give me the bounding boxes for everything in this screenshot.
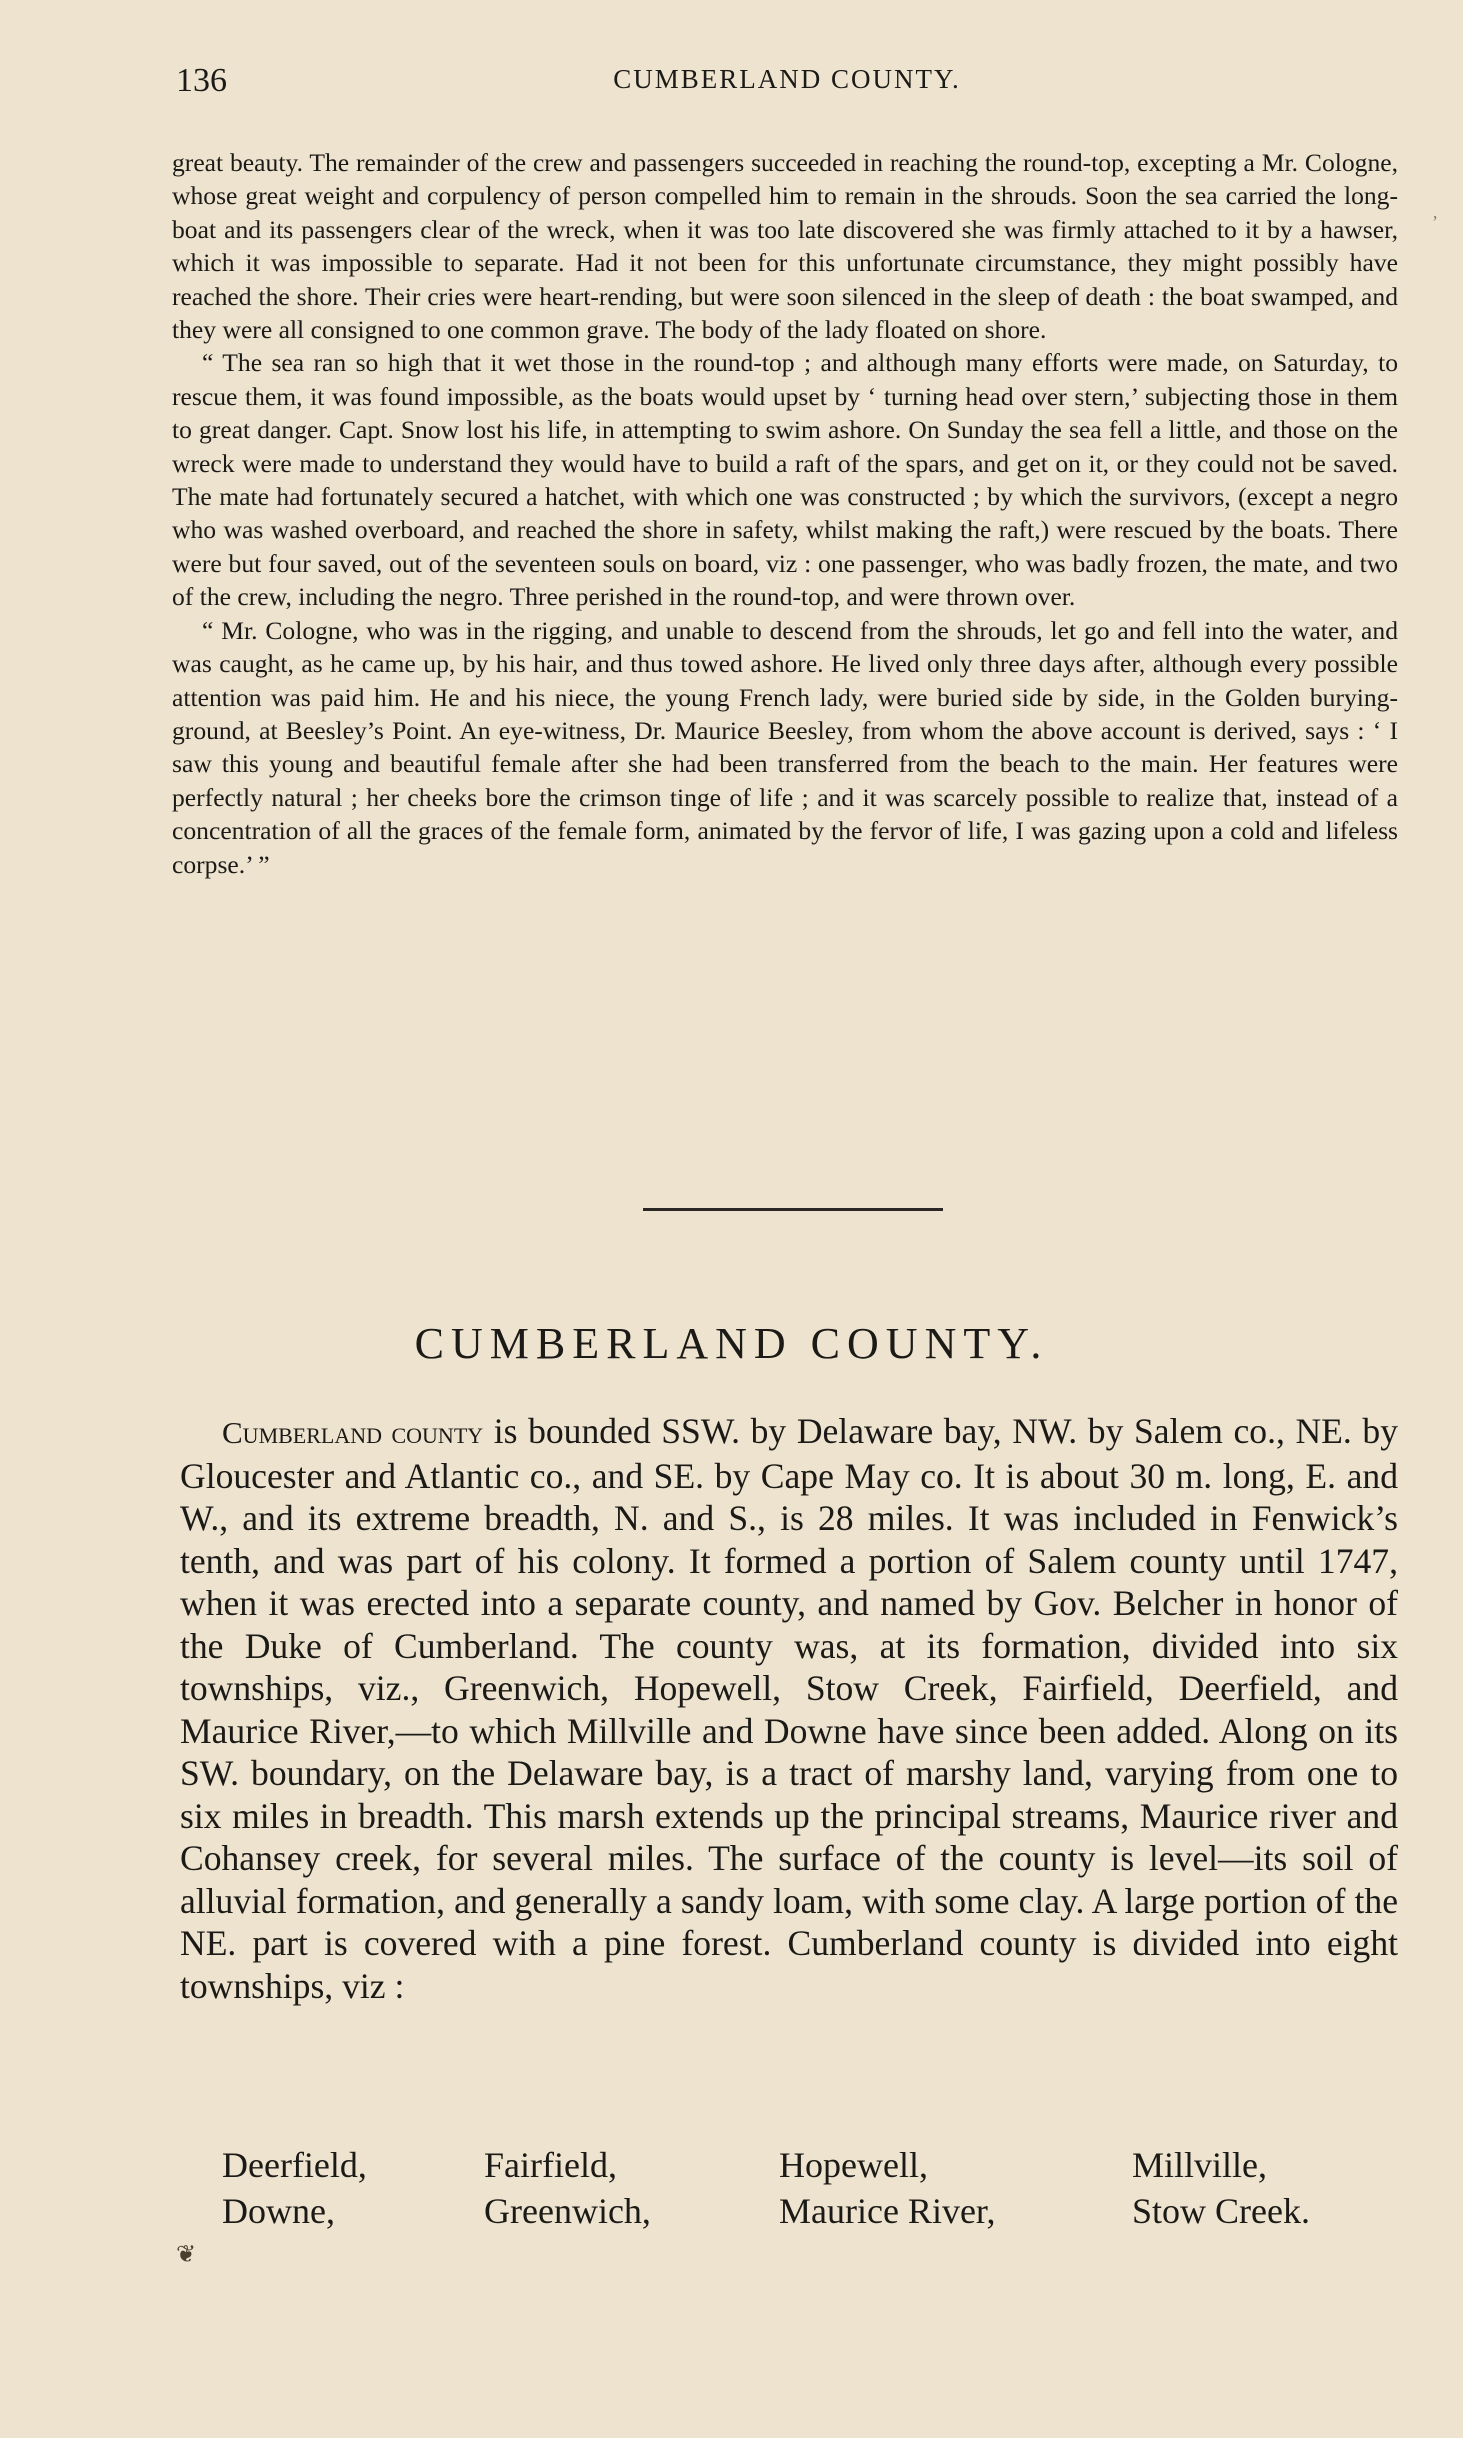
previous-section-text bbox=[172, 146, 1398, 881]
margin-mark-icon: ʼ bbox=[1432, 212, 1438, 232]
paragraph: “ Mr. Cologne, who was in the rigging, and unable to descend from the shrouds, let go and fell into the water, and was caught, as he came up, by his hair, and thus towed ashore. He lived only three days after, although every possible attention was paid him. He and his niece, the young French lady, were buried side by side, in the Golden burying-ground, at Beesley’s Point. An eye-witness, Dr. Maurice Beesley, from whom the above account is derived, says : ‘ I saw this young and beautiful female after she had been transferred from the beach to the main. Her features were perfectly natural ; her cheeks bore the crimson tinge of life ; and it was scarcely possible to realize that, instead of a concentration of all the graces of the female form, animated by the fervor of life, I was gazing upon a cold and lifeless corpse.’ ” bbox=[172, 615, 1398, 879]
township-item: Greenwich, bbox=[484, 2191, 651, 2231]
township-list bbox=[222, 2142, 1402, 2234]
section-divider bbox=[643, 1208, 943, 1211]
township-item: Stow Creek. bbox=[1132, 2191, 1310, 2231]
township-item: Deerfield, bbox=[222, 2145, 367, 2185]
township-item: Maurice River, bbox=[779, 2191, 996, 2231]
paragraph bbox=[180, 1410, 1398, 2007]
paragraph: “ The sea ran so high that it wet those in the round-top ; and although many efforts were made, on Saturday, to rescue them, it was found impossible, as the boats would upset by ‘ turning head over stern,’ subjecting those in them to great danger. Capt. Snow lost his life, in attempting to swim ashore. On Sunday the sea fell a little, and those on the wreck were made to understand they would have to build a raft of the spars, and get on it, or they could not be saved. The mate had fortunately secured a hatchet, with which one was constructed ; by which the survivors, (except a negro who was washed overboard, and reached the shore in safety, whilst making the raft,) were rescued by the boats. There were but four saved, out of the seventeen souls on board, viz : one passenger, who was badly frozen, the mate, and two of the crew, including the negro. Three perished in the round-top, and were thrown over. bbox=[172, 348, 1398, 612]
paragraph: great beauty. The remainder of the crew and passengers succeeded in reaching the round-top, excepting a Mr. Cologne, whose great weight and corpulency of person compelled him to remain in the shrouds. Soon the sea carried the long-boat and its passengers clear of the wreck, when it was too late discovered she was firmly attached to it by a hawser, which it was impossible to separate. Had it not been for this unfortunate circumstance, they might possibly have reached the shore. Their cries were heart-rending, but were soon silenced in the sleep of death : the boat swamped, and they were all consigned to one common grave. The body of the lady floated on shore. bbox=[172, 148, 1398, 345]
township-item: Fairfield, bbox=[484, 2145, 617, 2185]
page-number: 136 bbox=[176, 62, 227, 99]
section-body bbox=[180, 1410, 1398, 2007]
running-head: CUMBERLAND COUNTY. bbox=[613, 64, 961, 94]
township-item: Downe, bbox=[222, 2191, 335, 2231]
township-item: Hopewell, bbox=[779, 2145, 928, 2185]
lead-words: Cumberland county bbox=[222, 1415, 484, 1450]
section-title: CUMBERLAND COUNTY. bbox=[414, 1319, 1049, 1368]
printer-ornament-icon: ❦ bbox=[176, 2242, 197, 2268]
township-item: Millville, bbox=[1132, 2145, 1267, 2185]
page-header bbox=[176, 62, 1398, 112]
body-text: is bounded SSW. by Delaware bay, NW. by Salem co., NE. by Gloucester and Atlantic co., and SE. by Cape May co. It is about 30 m. long, E. and W., and its extreme breadth, N. and S., is 28 miles. It was included in Fenwick’s tenth, and was part of his colony. It formed a portion of Salem county until 1747, when it was erected into a separate county, and named by Gov. Belcher in honor of the Duke of Cumberland. The county was, at its formation, divided into six townships, viz., Greenwich, Hopewell, Stow Creek, Fairfield, Deerfield, and Maurice River,—to which Millville and Downe have since been added. Along on its SW. boundary, on the Delaware bay, is a tract of marshy land, varying from one to six miles in breadth. This marsh extends up the principal streams, Maurice river and Cohansey creek, for several miles. The surface of the county is level—its soil of alluvial formation, and generally a sandy loam, with some clay. A large portion of the NE. part is covered with a pine forest. Cumberland county is divided into eight townships, viz : bbox=[180, 1411, 1399, 2006]
